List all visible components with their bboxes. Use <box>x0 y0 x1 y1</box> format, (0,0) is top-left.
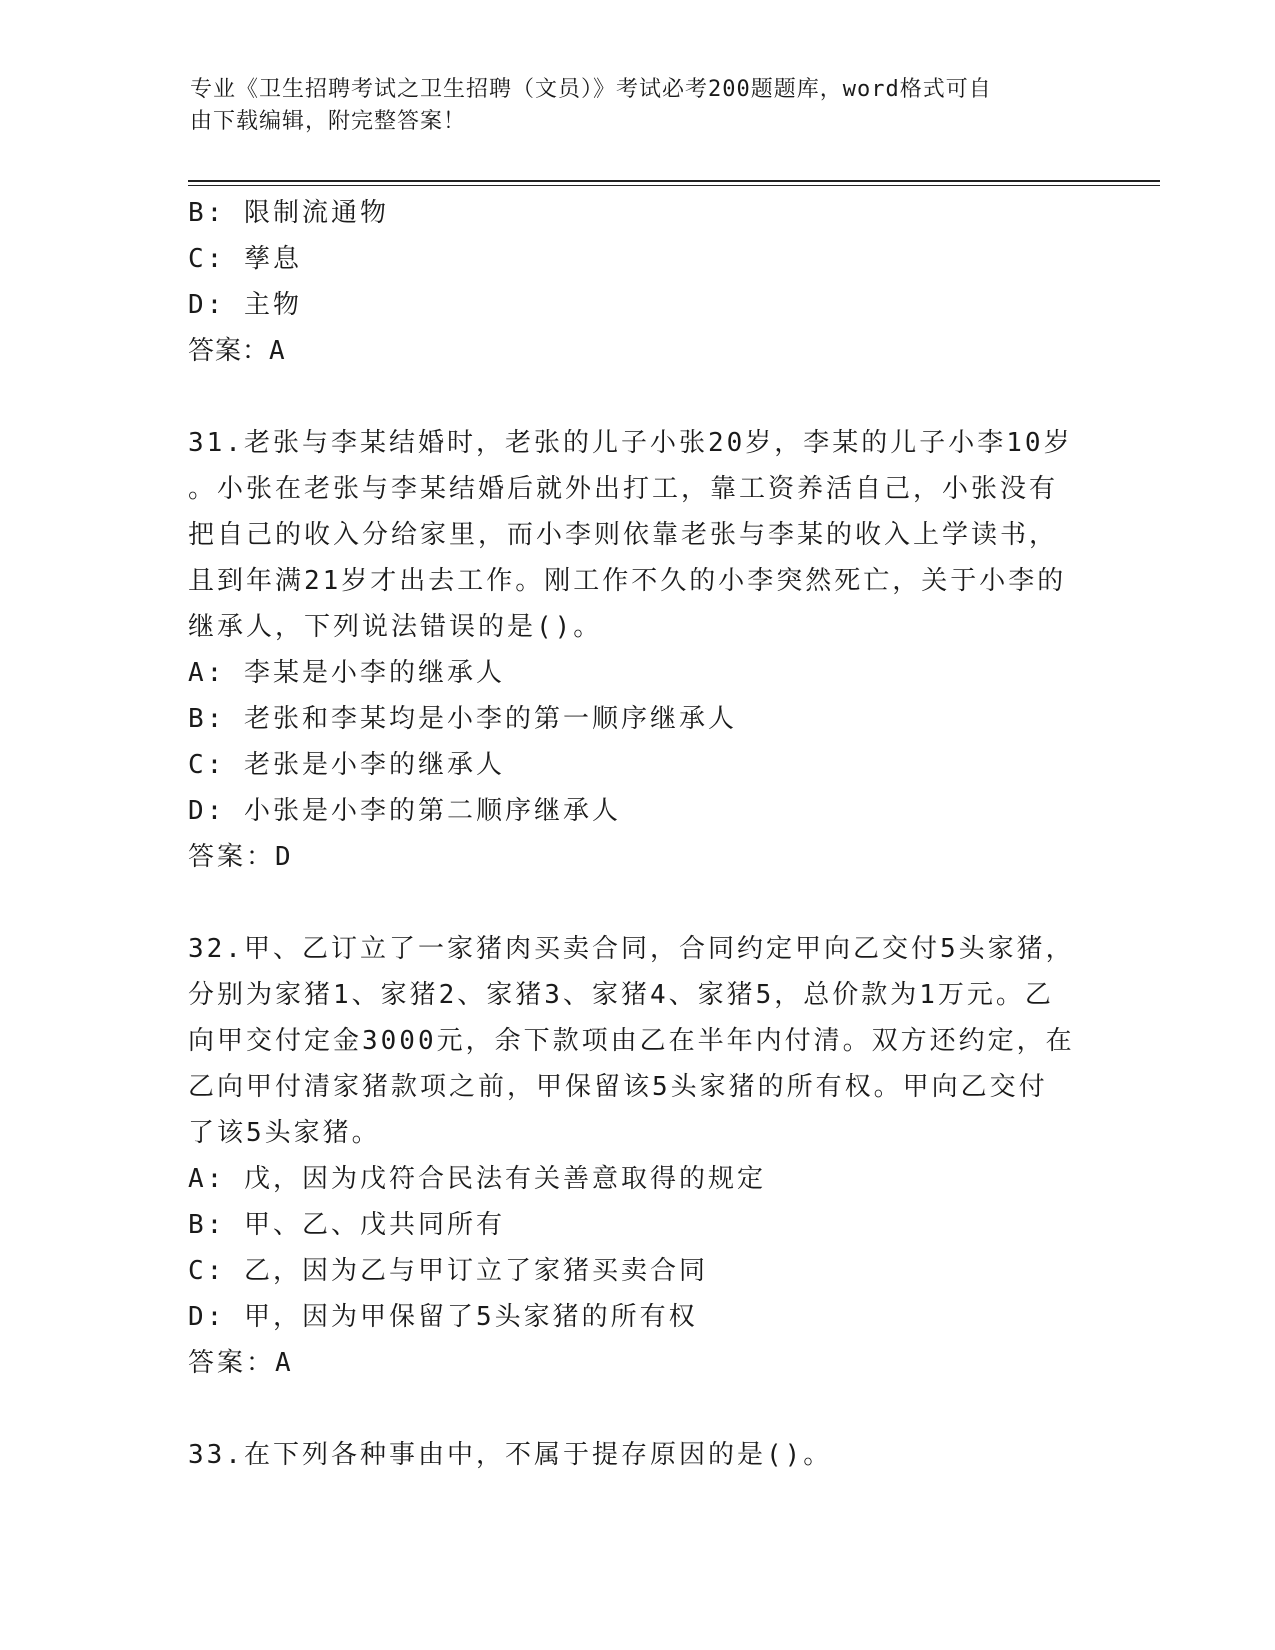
prev-question-block <box>188 190 1088 374</box>
question-stem-line: 33.在下列各种事由中，不属于提存原因的是()。 <box>188 1440 833 1470</box>
option-c: C: 乙，因为乙与甲订立了家猪买卖合同 <box>188 1256 708 1286</box>
spacer <box>188 1386 1088 1432</box>
option-d: D: 小张是小李的第二顺序继承人 <box>188 796 621 826</box>
header-line-2: 由下载编辑，附完整答案！ <box>190 109 467 134</box>
question-stem-line: 。小张在老张与李某结婚后就外出打工，靠工资养活自己，小张没有 <box>188 474 1059 504</box>
question-31 <box>188 420 1088 880</box>
option-b: B: 甲、乙、戊共同所有 <box>188 1210 505 1240</box>
answer-line <box>188 1340 1088 1386</box>
spacer <box>188 880 1088 926</box>
question-stem-line: 向甲交付定金3000元，余下款项由乙在半年内付清。双方还约定，在 <box>188 1026 1075 1056</box>
header-line-1: 专业《卫生招聘考试之卫生招聘（文员）》考试必考200题题库，word格式可自 <box>190 77 992 102</box>
answer-label: 答案： <box>188 336 270 366</box>
option-d: D: 主物 <box>188 290 302 320</box>
header-rule-thin <box>188 185 1160 186</box>
option-c: C: 老张是小李的继承人 <box>188 750 505 780</box>
question-content <box>188 190 1088 1478</box>
question-33 <box>188 1432 1088 1478</box>
answer-line <box>188 834 1088 880</box>
option-d: D: 甲，因为甲保留了5头家猪的所有权 <box>188 1302 698 1332</box>
question-stem-line: 乙向甲付清家猪款项之前，甲保留该5头家猪的所有权。甲向乙交付 <box>188 1072 1048 1102</box>
answer-label: 答案： <box>188 1348 276 1378</box>
option-a: A: 戊，因为戊符合民法有关善意取得的规定 <box>188 1164 766 1194</box>
answer-value: A <box>275 1348 294 1378</box>
answer-line <box>188 328 1088 374</box>
question-stem-line: 32.甲、乙订立了一家猪肉买卖合同，合同约定甲向乙交付5头家猪， <box>188 934 1075 964</box>
header-rule-thick <box>188 180 1160 182</box>
answer-value: A <box>269 336 286 366</box>
spacer <box>188 374 1088 420</box>
page-header <box>190 74 1090 138</box>
question-stem-line: 31.老张与李某结婚时，老张的儿子小张20岁，李某的儿子小李10岁 <box>188 428 1073 458</box>
question-stem-line: 把自己的收入分给家里，而小李则依靠老张与李某的收入上学读书， <box>188 520 1059 550</box>
question-stem-line: 分别为家猪1、家猪2、家猪3、家猪4、家猪5，总价款为1万元。乙 <box>188 980 1054 1010</box>
option-b: B: 老张和李某均是小李的第一顺序继承人 <box>188 704 737 734</box>
answer-label: 答案： <box>188 842 276 872</box>
option-a: A: 李某是小李的继承人 <box>188 658 505 688</box>
option-b: B: 限制流通物 <box>188 198 389 228</box>
question-stem-line: 且到年满21岁才出去工作。刚工作不久的小李突然死亡，关于小李的 <box>188 566 1067 596</box>
question-stem-line: 继承人，下列说法错误的是()。 <box>188 612 603 642</box>
answer-value: D <box>275 842 294 872</box>
question-stem-line: 了该5头家猪。 <box>188 1118 381 1148</box>
option-c: C: 孳息 <box>188 244 302 274</box>
question-32 <box>188 926 1088 1386</box>
